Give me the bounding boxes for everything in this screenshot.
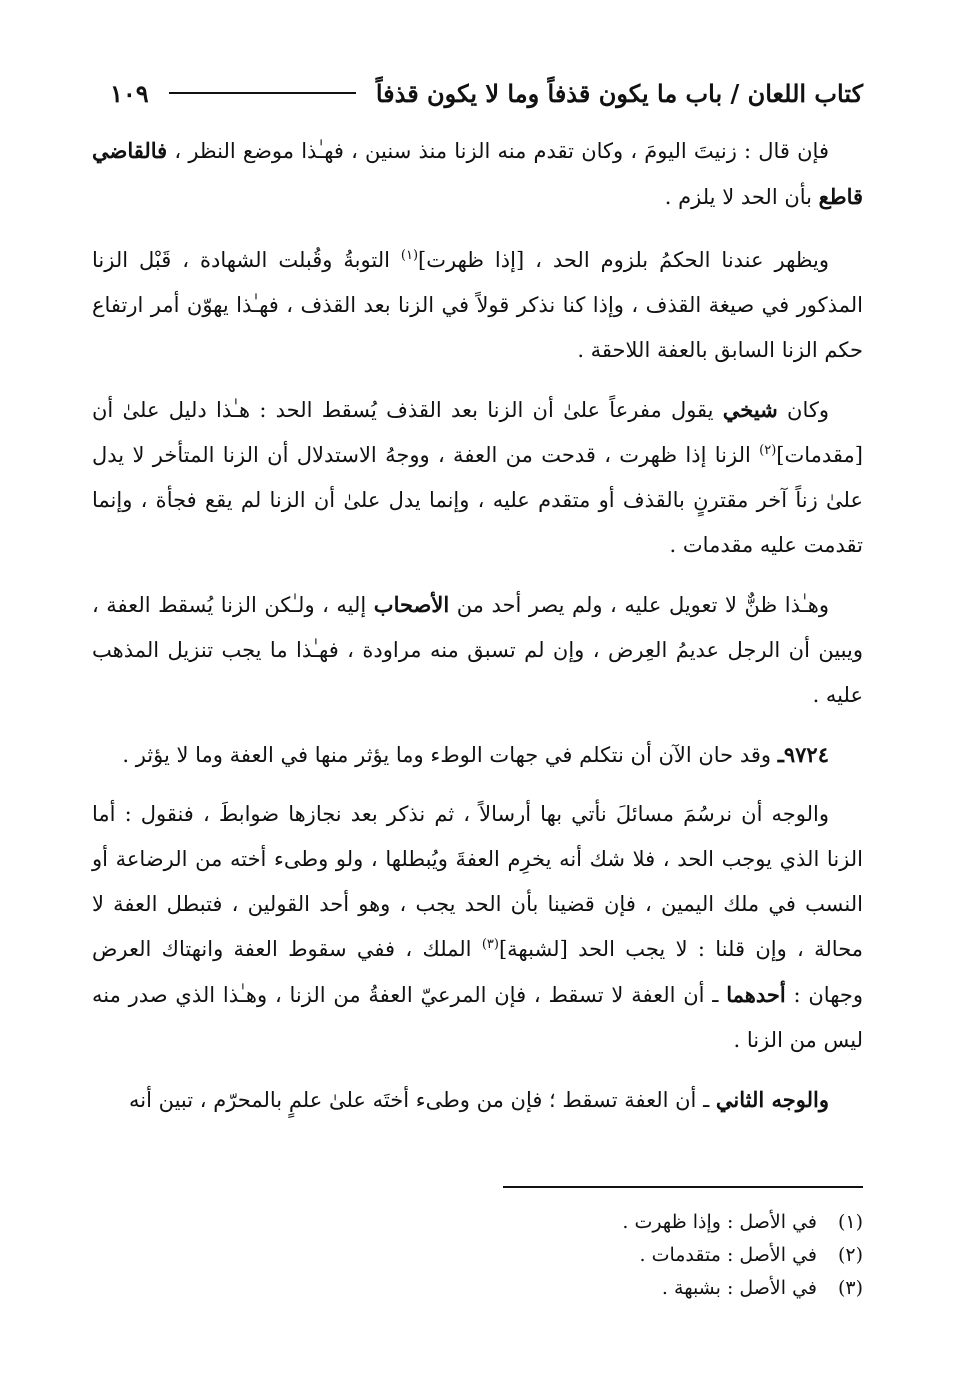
running-header: [110, 70, 863, 116]
footnote-text: في الأصل : بشبهة .: [661, 1277, 817, 1299]
footnote-ref-3[interactable]: (٣): [481, 937, 499, 952]
header-title: كتاب اللعان / باب ما يكون قذفاً وما لا يكون قذفاً: [375, 78, 863, 108]
footnote-3: [300, 1272, 863, 1305]
paragraph-4: وهـٰذا ظنٌّ لا تعويل عليه ، ولم يصر أحد من الأصحاب إليه ، ولـٰكن الزنا يُسقط العفة ، ويبين أن الرجل عديمُ العِرض ، وإن لم تسبق منه مراودة ، فهـٰذا ما يجب تنزيل المذهب عليه .: [92, 592, 863, 707]
footnote-ref-1[interactable]: (١): [400, 248, 419, 263]
main-text: [92, 128, 863, 1137]
paragraph-2: ويظهر عندنا الحكمُ بلزوم الحد ، [إذا ظهرت]$^{(١)}$ التوبةُ وقُبلت الشهادة ، قَبْل الزنا المذكور في صيغة القذف ، وإذا كنا نذكر قولاً في الزنا بعد القذف ، فهـٰذا يهوّن أمر ارتفاع حكم الزنا السابق بالعفة اللاحقة .: [92, 248, 863, 362]
footnote-number: (١): [837, 1211, 863, 1233]
header-rule: [169, 92, 356, 94]
footnote-text: في الأصل : متقدمات .: [639, 1244, 817, 1266]
paragraph-6: والوجه أن نرسُمَ مسائلَ نأتي بها أرسالاً ، ثم نذكر بعد نجازها ضوابطَ ، فنقول : أما الزنا الذي يوجب الحد ، فلا شك أنه يخرِم العفةَ ويُبطلها ، ولو وطىء أخته من الرضاعة أو النسب في ملك اليمين ، فإن قضينا بأن الحد يجب ، وهو أحد القولين ، فتبطل العفة لا محالة ، وإن قلنا : لا يجب الحد [لشبهة]$^{(٣)}$ الملك ، ففي سقوط العفة وانهتاك العرض وجهان : أحدهما ـ أن العفة لا تسقط ، فإن المرعيّ العفةُ من الزنا ، وهـٰذا الذي صدر منه ليس من الزنا .: [92, 802, 864, 1052]
footnote-number: (٣): [837, 1277, 863, 1299]
footnote-divider: [503, 1186, 863, 1188]
footnote-text: في الأصل : وإذا ظهرت .: [622, 1211, 817, 1233]
paragraph-5: ٩٧٢٤ـ وقد حان الآن أن نتكلم في جهات الوطء وما يؤثر منها في العفة وما لا يؤثر .: [122, 742, 829, 767]
paragraph-7: والوجه الثاني ـ أن العفة تسقط ؛ فإن من وطىء أختَه علىٰ علمٍ بالمحرّم ، تبين أنه: [128, 1087, 829, 1112]
footnote-1: [300, 1206, 863, 1239]
paragraph-3: وكان شيخي يقول مفرعاً علىٰ أن الزنا بعد القذف يُسقط الحد : هـٰذا دليل علىٰ أن [مقدمات]$^{(٢)}$ الزنا إذا ظهرت ، قدحت من العفة ، ووجهُ الاستدلال أن الزنا المتأخر لا يدل علىٰ زناً آخر مقترنٍ بالقذف أو متقدم عليه ، وإنما يدل علىٰ أن الزنا لم يقع فجأة ، وإنما تقدمت عليه مقدمات .: [92, 397, 863, 557]
footnote-number: (٢): [837, 1244, 863, 1266]
footnote-ref-2[interactable]: (٢): [759, 443, 777, 458]
footnote-2: [300, 1239, 863, 1272]
paragraph-1: فإن قال : زنيتَ اليومَ ، وكان تقدم منه الزنا منذ سنين ، فهـٰذا موضع النظر ، فالقاضي قاطع بأن الحد لا يلزم .: [92, 138, 863, 209]
footnotes: [300, 1206, 863, 1305]
page-number: ١٠٩: [110, 78, 149, 108]
section-number: ٩٧٢٤ـ: [777, 742, 829, 767]
